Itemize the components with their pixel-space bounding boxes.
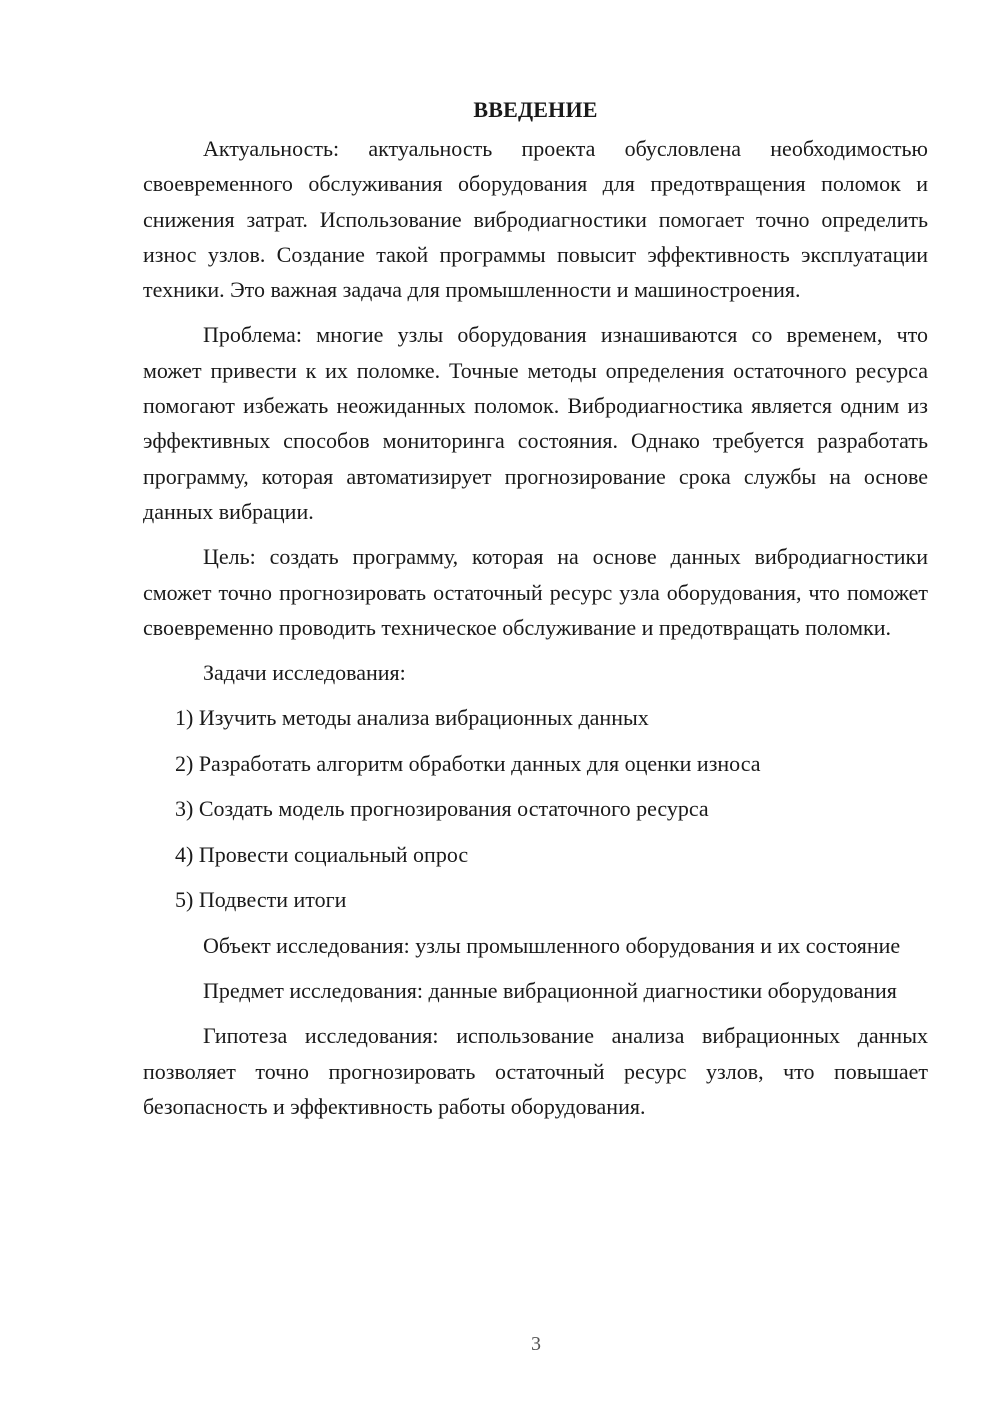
relevance-paragraph: Актуальность: актуальность проекта обусловлена необходимостью своевременного обслуживания оборудования для предотвращения поломок и снижения затрат. Использование вибродиагностики помогает точно определить износ узлов. Создание такой программы повысит эффективность эксплуатации техники. Это важная задача для промышленности и машиностроения. bbox=[143, 136, 928, 303]
page-number: 3 bbox=[531, 1333, 541, 1355]
task-item: 2) Разработать алгоритм обработки данных для оценки износа bbox=[175, 750, 761, 776]
task-item: 5) Подвести итоги bbox=[175, 887, 347, 913]
tasks-heading: Задачи исследования: bbox=[203, 660, 406, 686]
problem-paragraph: Проблема: многие узлы оборудования изнашиваются со временем, что может привести к их поломке. Точные методы определения остаточного ресурса помогают избежать неожиданных поломок. Вибродиагностика является одним из эффективных способов мониторинга состояния. Однако требуется разработать программу, которая автоматизирует прогнозирование срока службы на основе данных вибрации. bbox=[143, 322, 928, 524]
task-item: 4) Провести социальный опрос bbox=[175, 841, 469, 867]
page-content bbox=[143, 92, 928, 1134]
object-paragraph: Объект исследования: узлы промышленного оборудования и их состояние bbox=[203, 932, 901, 958]
task-item: 3) Создать модель прогнозирования остаточного ресурса bbox=[175, 796, 709, 822]
task-list bbox=[143, 700, 928, 917]
task-item: 1) Изучить методы анализа вибрационных данных bbox=[175, 705, 649, 731]
subject-paragraph: Предмет исследования: данные вибрационной диагностики оборудования bbox=[203, 977, 897, 1003]
page-title: ВВЕДЕНИЕ bbox=[473, 97, 598, 122]
hypothesis-paragraph: Гипотеза исследования: использование анализа вибрационных данных позволяет точно прогнозировать остаточный ресурс узлов, что повышает безопасность и эффективность работы оборудования. bbox=[143, 1023, 928, 1119]
goal-paragraph: Цель: создать программу, которая на основе данных вибродиагностики сможет точно прогнозировать остаточный ресурс узла оборудования, что поможет своевременно проводить техническое обслуживание и предотвращать поломки. bbox=[143, 544, 928, 640]
